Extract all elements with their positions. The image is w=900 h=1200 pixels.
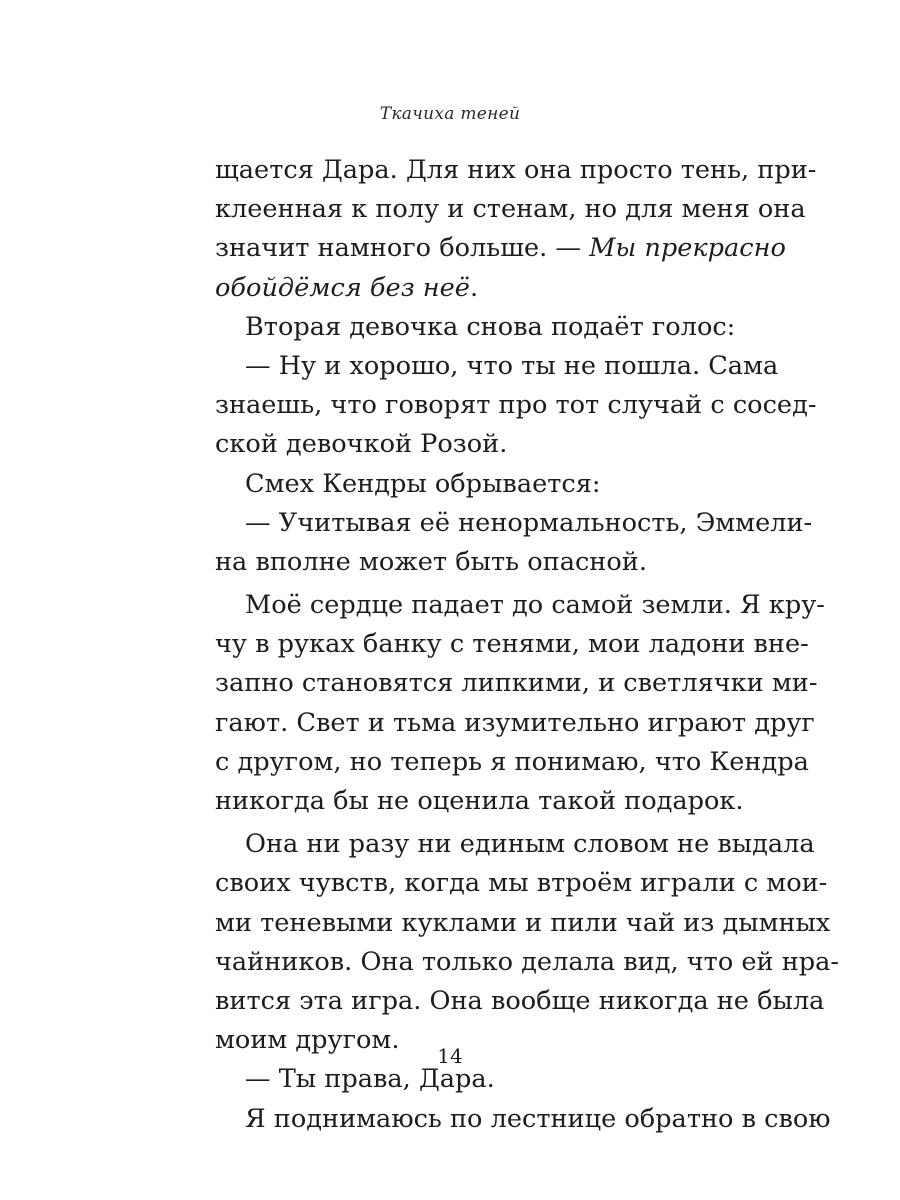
text-line [215,229,786,268]
paragraph-first-line: Я поднимаюсь по лестнице обратно в свою [245,1103,831,1134]
text-line: никогда бы не оценила такой подарок. [215,786,744,816]
page-number: 14 [437,1044,463,1068]
text-line: своих чувств, когда мы втроём играли с мои- [215,868,828,899]
paragraph-first-line: Вторая девочка снова подаёт голос: [245,311,736,342]
text-fragment: . [469,272,479,303]
text-line: чайников. Она только делала вид, что ей нра- [215,946,840,977]
italic-fragment: Мы прекрасно [589,233,786,264]
running-head-title: Ткачиха теней [379,104,521,124]
text-line: вится эта игра. Она вообще никогда не была [215,985,825,1016]
paragraph-first-line: Она ни разу ни единым словом не выдала [245,829,815,860]
body-text [215,151,840,1139]
text-line: гают. Свет и тьма изумительно играют друг [215,707,815,738]
dialogue-line: — Ну и хорошо, что ты не пошла. Сама [245,350,779,381]
text-line: знаешь, что говорят про тот случай с сосед- [215,390,817,421]
dialogue-line: — Ты права, Дара. [245,1064,495,1095]
text-line: чу в руках банку с тенями, мои ладони вне- [215,629,809,660]
italic-fragment: обойдёмся без неё [215,272,470,303]
text-line: клеенная к полу и стенам, но для меня она [215,194,806,225]
text-line: ми теневыми куклами и пили чай из дымных [215,907,831,938]
text-line [215,269,730,308]
paragraph-first-line: Моё сердце падает до самой земли. Я кру- [245,590,825,621]
text-line: ской девочкой Розой. [215,429,508,460]
text-fragment: значит намного больше. — [215,233,590,264]
text-line: щается Дара. Для них она просто тень, при- [215,155,817,185]
dialogue-line: — Учитывая её ненормальность, Эммели- [245,507,813,538]
paragraph-first-line: Смех Кендры обрывается: [245,468,601,499]
text-line: моим другом. [215,1025,400,1056]
text-line: на вполне может быть опасной. [215,546,647,577]
text-line: запно становятся липкими, и светлячки ми- [215,668,818,699]
text-line: с другом, но теперь я понимаю, что Кендра [215,746,809,777]
